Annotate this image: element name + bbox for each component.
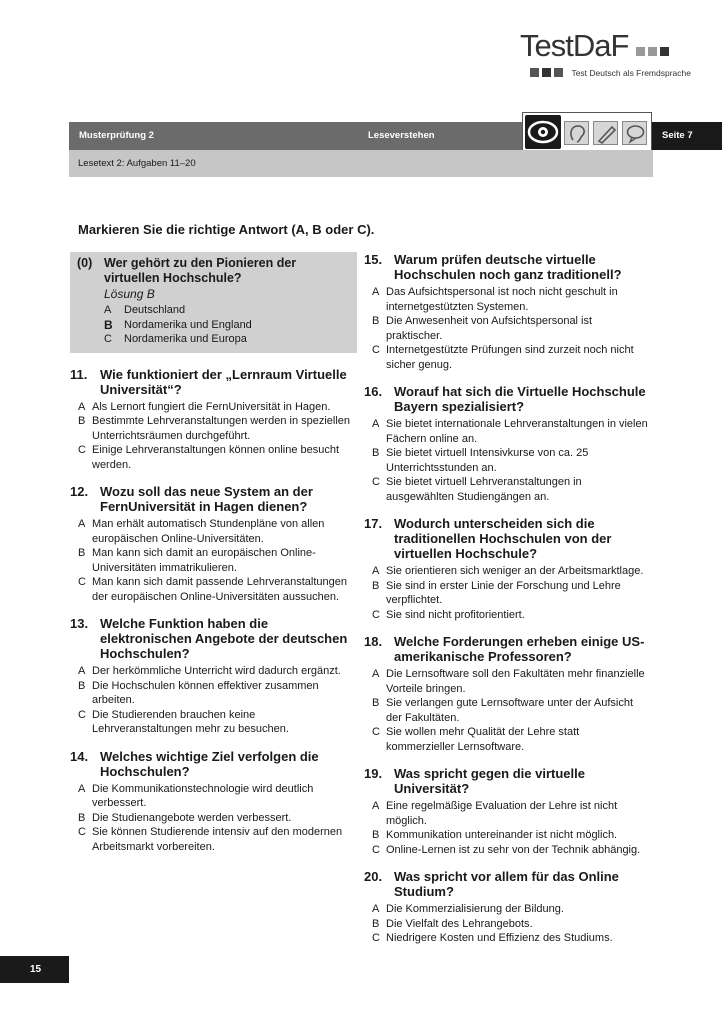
- answer-option[interactable]: [364, 417, 650, 446]
- question-text: Welche Forderungen erheben einige US-amerikanische Professoren?: [394, 634, 645, 664]
- question-item: [70, 367, 357, 473]
- speaking-speech-icon: [622, 121, 647, 145]
- option-text: Sie sind in erster Linie der Forschung und Lehre verpflichtet.: [386, 579, 621, 606]
- option-text: Einige Lehrveranstaltungen können online besucht werden.: [92, 444, 340, 471]
- option-text: Sie sind nicht profitorientiert.: [386, 608, 525, 621]
- example-option: A Deutschland: [104, 304, 186, 316]
- option-text: Man erhält automatisch Stundenpläne von allen europäischen Online-Universitäten.: [92, 518, 325, 545]
- question-text: Warum prüfen deutsche virtuelle Hochschulen noch ganz traditionell?: [394, 252, 622, 282]
- question-item: [364, 766, 650, 857]
- answer-option[interactable]: [70, 414, 357, 443]
- option-text: Kommunikation untereinander ist nicht möglich.: [386, 829, 618, 841]
- question-item: [364, 384, 650, 504]
- option-text: Die Kommunikationstechnologie wird deutlich verbessert.: [92, 782, 314, 809]
- answer-option[interactable]: [364, 843, 650, 858]
- subheader-text: Lesetext 2: Aufgaben 11–20: [78, 158, 196, 169]
- question-text: Was spricht gegen die virtuelle Universität?: [394, 766, 585, 796]
- question-text: Wozu soll das neue System an der FernUniversität in Hagen dienen?: [100, 484, 313, 514]
- answer-option[interactable]: [70, 546, 357, 575]
- question-item: [364, 516, 650, 622]
- option-text: Sie orientieren sich weniger an der Arbeitsmarktlage.: [386, 565, 644, 577]
- option-text: Man kann sich damit an europäischen Online-Universitäten immatrikulieren.: [92, 547, 316, 574]
- option-letter: A: [372, 800, 380, 812]
- option-letter: A: [372, 286, 380, 298]
- left-questions: [70, 367, 357, 855]
- option-letter: B: [78, 415, 86, 427]
- option-letter: C: [78, 444, 86, 456]
- option-text: Sie wollen mehr Qualität der Lehre statt kommerzieller Lernsoftware.: [386, 726, 580, 753]
- answer-option[interactable]: [70, 708, 357, 737]
- option-text: Die Studierenden brauchen keine Lehrveranstaltungen mehr zu besuchen.: [92, 708, 289, 735]
- logo-squares: [636, 43, 672, 61]
- option-text: Als Lernort fungiert die FernUniversität in Hagen.: [92, 400, 331, 413]
- question-number: 18.: [364, 634, 383, 649]
- question-number: 15.: [364, 252, 383, 267]
- option-text: Das Aufsichtspersonal ist noch nicht geschult in internetgestützten Systemen.: [386, 286, 618, 313]
- question-text: Welche Funktion haben die elektronischen Angebote der deutschen Hochschulen?: [100, 616, 348, 661]
- answer-option[interactable]: [70, 443, 357, 472]
- question-item: [70, 616, 357, 737]
- question-item: [364, 634, 650, 754]
- question-number: 16.: [364, 384, 383, 399]
- answer-option[interactable]: [70, 575, 357, 604]
- option-letter: B: [372, 917, 380, 930]
- option-letter: A: [78, 400, 86, 413]
- option-letter: C: [78, 826, 86, 838]
- example-solution: Lösung B: [104, 287, 155, 301]
- option-letter: A: [372, 668, 380, 680]
- option-letter: B: [372, 579, 380, 592]
- option-letter: B: [372, 447, 380, 459]
- option-letter: C: [78, 708, 86, 721]
- example-option: C Nordamerika und Europa: [104, 333, 247, 345]
- option-text: Die Hochschulen können effektiver zusammen arbeiten.: [92, 679, 319, 706]
- option-letter: A: [78, 782, 86, 795]
- question-number: 19.: [364, 766, 383, 781]
- question-number: 20.: [364, 869, 383, 884]
- logo-title: TestDaF: [520, 28, 629, 63]
- option-text: Niedrigere Kosten und Effizienz des Studiums.: [386, 932, 613, 944]
- logo-subtitle: Test Deutsch als Fremdsprache: [571, 68, 691, 78]
- answer-option[interactable]: [70, 679, 357, 708]
- option-letter: A: [372, 903, 380, 915]
- question-item: [364, 252, 650, 372]
- option-text: Die Kommerzialisierung der Bildung.: [386, 903, 564, 915]
- answer-option[interactable]: [364, 564, 650, 579]
- option-letter: A: [372, 418, 380, 430]
- question-text: Wodurch unterscheiden sich die traditionellen Hochschulen von der virtuellen Hochschule?: [394, 516, 612, 561]
- question-number: 13.: [70, 616, 89, 631]
- answer-option[interactable]: [364, 608, 650, 623]
- answer-option[interactable]: [364, 828, 650, 843]
- option-letter: C: [372, 344, 380, 356]
- option-letter: A: [78, 665, 86, 677]
- answer-option[interactable]: [364, 725, 650, 754]
- option-text: Sie verlangen gute Lernsoftware unter der Aufsicht der Fakultäten.: [386, 697, 634, 724]
- left-column: [70, 252, 357, 866]
- answer-option[interactable]: [364, 285, 650, 314]
- option-text: Sie bietet virtuell Lehrveranstaltungen in ausgewählten Studiengängen an.: [386, 476, 582, 503]
- answer-option[interactable]: [364, 931, 650, 946]
- option-text: Internetgestützte Prüfungen sind zurzeit noch nicht sicher genug.: [386, 344, 634, 371]
- option-text: Eine regelmäßige Evaluation der Lehre ist nicht möglich.: [386, 800, 618, 827]
- option-letter: B: [78, 547, 86, 559]
- page-number: 15: [0, 956, 69, 983]
- option-text: Sie bietet virtuell Intensivkurse von ca. 25 Unterrichtsstunden an.: [386, 447, 589, 474]
- example-question: Wer gehört zu den Pionieren der virtuellen Hochschule?: [104, 256, 297, 285]
- option-letter: B: [78, 679, 86, 692]
- option-letter: C: [372, 608, 380, 621]
- example-number: (0): [77, 256, 93, 270]
- option-letter: C: [372, 932, 380, 944]
- question-number: 14.: [70, 748, 89, 764]
- question-text: Was spricht vor allem für das Online Studium?: [394, 869, 619, 899]
- option-letter: B: [78, 811, 86, 824]
- answer-option[interactable]: [364, 343, 650, 372]
- question-text: Welches wichtige Ziel verfolgen die Hochschulen?: [100, 748, 319, 779]
- answer-option[interactable]: [364, 475, 650, 504]
- question-text: Wie funktioniert der „Lernraum Virtuelle Universität“?: [100, 366, 347, 397]
- answer-option[interactable]: [364, 696, 650, 725]
- option-text: Sie können Studierende intensiv auf den modernen Arbeitsmarkt vorbereiten.: [92, 826, 343, 853]
- answer-option[interactable]: [70, 811, 357, 826]
- option-letter: C: [78, 576, 86, 588]
- option-text: Bestimmte Lehrveranstaltungen werden in speziellen Unterrichtsräumen durchgeführt.: [92, 415, 351, 442]
- option-letter: B: [372, 697, 380, 709]
- option-letter: A: [372, 565, 380, 577]
- option-text: Der herkömmliche Unterricht wird dadurch ergänzt.: [92, 665, 341, 677]
- example-box: [70, 252, 357, 353]
- option-letter: B: [372, 315, 380, 327]
- answer-option[interactable]: [70, 782, 357, 811]
- question-number: 11.: [70, 366, 88, 382]
- section-icons: [522, 112, 652, 152]
- answer-option[interactable]: [364, 902, 650, 917]
- option-letter: B: [372, 829, 380, 841]
- writing-pen-icon: [593, 121, 618, 145]
- option-text: Sie bietet internationale Lehrveranstaltungen in vielen Fächern online an.: [386, 418, 648, 445]
- question-text: Worauf hat sich die Virtuelle Hochschule Bayern spezialisiert?: [394, 384, 646, 414]
- instruction: Markieren Sie die richtige Antwort (A, B oder C).: [78, 222, 375, 237]
- option-text: Man kann sich damit passende Lehrveranstaltungen der europäischen Online-Universitäten aussuchen.: [92, 576, 347, 603]
- answer-option[interactable]: [70, 664, 357, 679]
- option-text: Online-Lernen ist zu sehr von der Technik abhängig.: [386, 843, 641, 856]
- answer-option[interactable]: [364, 579, 650, 608]
- example-option-marked: B Nordamerika und England: [104, 317, 252, 332]
- testdaf-logo: [520, 30, 700, 82]
- question-item: [70, 749, 357, 855]
- question-item: [70, 484, 357, 604]
- option-letter: C: [372, 726, 380, 738]
- option-text: Die Anwesenheit von Aufsichtspersonal ist praktischer.: [386, 315, 593, 342]
- answer-option[interactable]: [364, 314, 650, 343]
- question-item: [364, 869, 650, 946]
- option-text: Die Lernsoftware soll den Fakultäten mehr finanzielle Vorteile bringen.: [386, 668, 645, 695]
- right-column: [364, 252, 650, 958]
- right-questions: [364, 252, 650, 946]
- page-label: Seite 7: [652, 122, 722, 150]
- subheader-band: [69, 150, 653, 177]
- answer-option[interactable]: [364, 799, 650, 828]
- option-text: Die Studienangebote werden verbessert.: [92, 811, 292, 824]
- option-text: Die Vielfalt des Lehrangebots.: [386, 917, 533, 930]
- reading-eye-icon: [525, 115, 561, 149]
- option-letter: C: [372, 843, 380, 856]
- exam-title: Musterprüfung 2: [79, 130, 154, 141]
- option-letter: C: [372, 476, 380, 488]
- listening-ear-icon: [564, 121, 589, 145]
- answer-option[interactable]: [70, 517, 357, 546]
- answer-option[interactable]: [70, 400, 357, 415]
- answer-option[interactable]: [70, 825, 357, 854]
- section-title: Leseverstehen: [368, 130, 435, 141]
- answer-option[interactable]: [364, 667, 650, 696]
- question-number: 12.: [70, 484, 89, 499]
- answer-option[interactable]: [364, 446, 650, 475]
- option-letter: A: [78, 518, 86, 530]
- answer-option[interactable]: [364, 917, 650, 932]
- question-number: 17.: [364, 516, 383, 531]
